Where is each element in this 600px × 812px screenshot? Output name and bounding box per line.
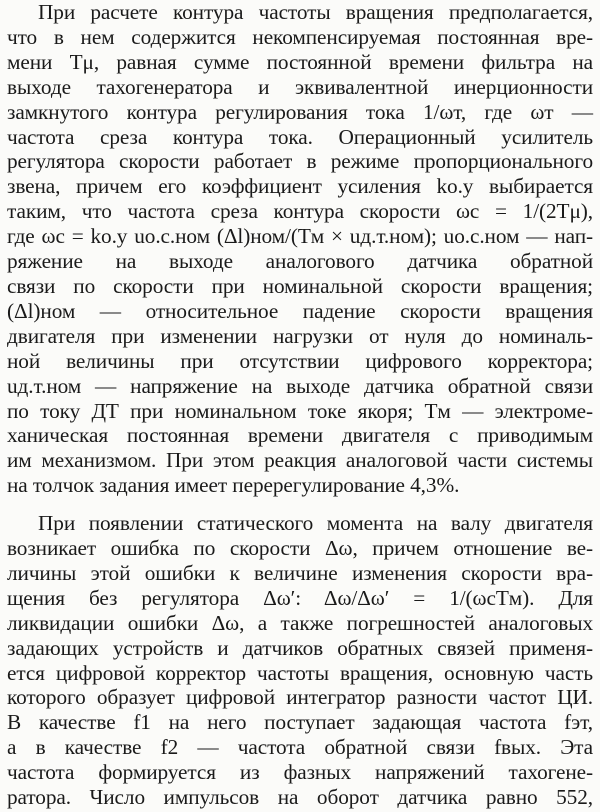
paragraph-1-line-7: регулятора скорости работает в режиме пропорционального bbox=[7, 149, 593, 173]
paragraph-1-line-6: частота среза контура тока. Операционный усилитель bbox=[7, 125, 593, 149]
paragraph-2-line-8: которого образует цифровой интегратор разности частот ЦИ. bbox=[7, 685, 593, 709]
paragraph-1-line-10: где ωс = kо.у uо.с.ном (Δl)ном/(Tм × uд.т.ном); uо.с.ном — нап- bbox=[7, 224, 593, 248]
paragraph-1-line-1: При расчете контура частоты вращения предполагается, bbox=[38, 0, 593, 24]
paragraph-2-line-12: ратора. Число импульсов на оборот датчика равно 552, bbox=[7, 785, 593, 809]
paragraph-2-line-3: личины этой ошибки к величине изменения скорости вра- bbox=[7, 561, 593, 585]
paragraph-2-line-7: ется цифровой корректор частоты вращения, основную часть bbox=[7, 661, 593, 685]
paragraph-1-line-12: связи по скорости при номинальной скорости вращения; bbox=[7, 274, 593, 298]
paragraph-2-line-2: возникает ошибка по скорости Δω, причем отношение ве- bbox=[7, 536, 593, 560]
paragraph-1-line-20: на толчок задания имеет перерегулирование 4,3%. bbox=[7, 473, 460, 497]
paragraph-1-line-9: таким, что частота среза контура скорости ωс = 1/(2Tμ), bbox=[7, 199, 593, 223]
paragraph-2-line-6: задающих устройств и датчиков обратных связей применя- bbox=[7, 636, 593, 660]
paragraph-2-line-4: щения без регулятора Δω′: Δω/Δω′ = 1/(ωсTм). Для bbox=[7, 586, 593, 610]
paragraph-1-line-16: uд.т.ном — напряжение на выходе датчика обратной связи bbox=[7, 374, 593, 398]
paragraph-2-line-5: ликвидации ошибки Δω, а также погрешностей аналоговых bbox=[7, 611, 593, 635]
paragraph-1-line-2: что в нем содержится некомпенсируемая постоянная вре- bbox=[7, 25, 593, 49]
paragraph-2-line-10: а в качестве f2 — частота обратной связи fвых. Эта bbox=[7, 735, 593, 759]
paragraph-1-line-15: ной величины при отсутствии цифрового корректора; bbox=[7, 349, 593, 373]
paragraph-1-line-18: ханическая постоянная времени двигателя с приводимым bbox=[7, 423, 593, 447]
paragraph-2-line-1: При появлении статического момента на валу двигателя bbox=[38, 511, 593, 535]
paragraph-1-line-11: ряжение на выходе аналогового датчика обратной bbox=[7, 249, 593, 273]
paragraph-1-line-3: мени Tμ, равная сумме постоянной времени фильтра на bbox=[7, 50, 593, 74]
paragraph-1-line-5: замкнутого контура регулирования тока 1/ωт, где ωт — bbox=[7, 100, 593, 124]
paragraph-1-line-19: им механизмом. При этом реакция аналоговой части системы bbox=[7, 448, 593, 472]
paragraph-1-line-14: двигателя при изменении нагрузки от нуля до номиналь- bbox=[7, 324, 593, 348]
paragraph-1-line-17: по току ДТ при номинальном токе якоря; Tм — электроме- bbox=[7, 399, 593, 423]
paragraph-2-line-11: частота формируется из фазных напряжений тахогене- bbox=[7, 760, 593, 784]
paragraph-1-line-8: звена, причем его коэффициент усиления kо.у выбирается bbox=[7, 174, 593, 198]
paragraph-2-line-9: В качестве f1 на него поступает задающая частота fэт, bbox=[7, 710, 593, 734]
paragraph-1-line-4: выходе тахогенератора и эквивалентной инерционности bbox=[7, 75, 593, 99]
paragraph-1-line-13: (Δl)ном — относительное падение скорости вращения bbox=[7, 299, 593, 323]
